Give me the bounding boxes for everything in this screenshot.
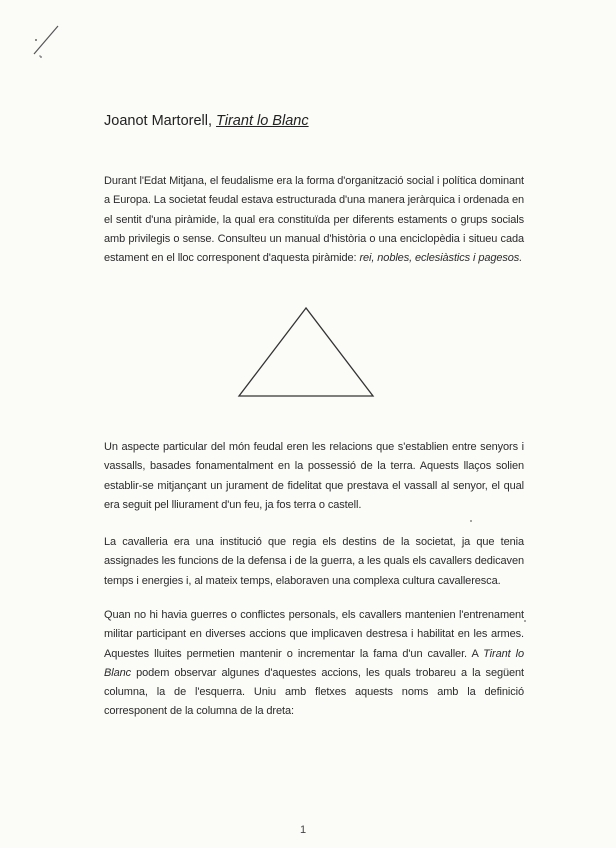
estaments-list: rei, nobles, eclesiàstics i pagesos.: [359, 252, 523, 265]
pyramid-diagram: [236, 305, 376, 400]
paragraph-exercise-start: Quan no hi havia guerres o conflictes personals, els cavallers mantenien l'entrenament militar participant en diverses accions que implicaven destresa i habilitat en les armes. Aquestes lluites permetien mantenir o incrementar la fama d'un cavaller. A: [104, 609, 524, 660]
author-name: Joanot Martorell,: [104, 113, 212, 129]
page-number: 1: [300, 824, 307, 836]
paragraph-chivalry: La cavalleria era una institució que regia els destins de la societat, ja que tenia assignades les funcions de la defensa i de la guerra, a les quals els cavallers dedicaven temps i energies i, al mateix temps, elaboraven una complexa cultura cavalleresca.: [104, 536, 524, 587]
pyramid-triangle: [239, 308, 373, 396]
scan-speck: [40, 56, 42, 58]
paragraph-feudalism: [104, 172, 524, 268]
scan-speck: [524, 620, 526, 622]
scan-mark: [28, 22, 68, 62]
paragraph-exercise-end: podem observar algunes d'aquestes accions, les quals trobareu a la següent columna, la de l'esquerra. Uniu amb fletxes aquests noms amb la definició corresponent de la columna de la dreta:: [104, 666, 524, 718]
paragraph-exercise: [104, 606, 524, 722]
work-title: Tirant lo Blanc: [216, 113, 309, 129]
paragraph-vassalage: Un aspecte particular del món feudal eren les relacions que s'establien entre senyors i vassalls, basades fonamentalment en la possessió de la terra. Aquests llaços solien establir-se mitjançant un jurament de fidelitat que prestava el vassall al senyor, el qual era seguit pel lliurament d'un feu, ja fos terra o castell.: [104, 441, 524, 511]
paragraph-feudalism-text: Durant l'Edat Mitjana, el feudalisme era la forma d'organització social i política dominant a Europa. La societat feudal estava estructurada d'una manera jeràrquica i ordenada en el sentit d'una piràmide, la qual era constituïda per diferents estaments o grups socials amb privilegis o sense. Consulteu un manual d'història o una enciclopèdia i situeu cada estament en el lloc corresponent d'aquesta piràmide:: [104, 175, 524, 265]
document-title: [104, 113, 309, 129]
work-reference: Tirant lo Blanc: [104, 647, 524, 679]
scan-speck: [470, 520, 472, 522]
